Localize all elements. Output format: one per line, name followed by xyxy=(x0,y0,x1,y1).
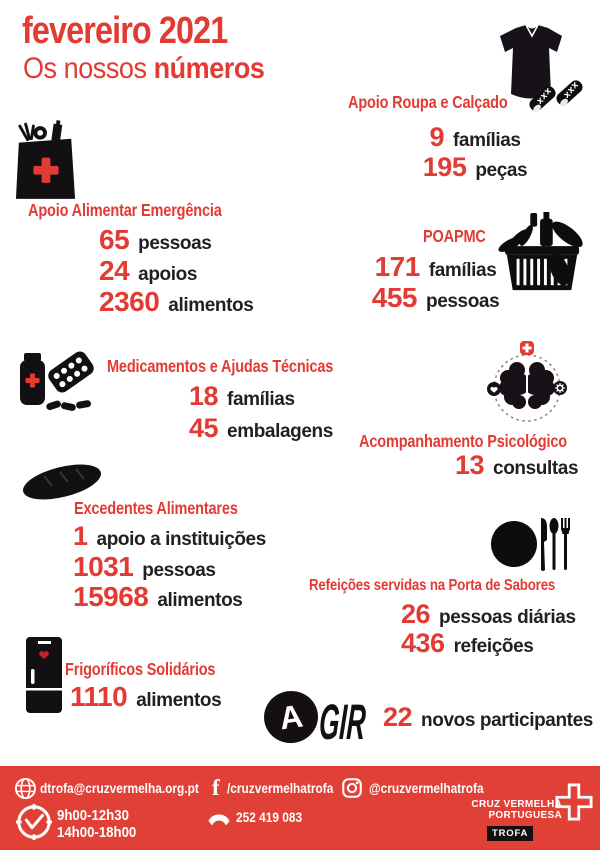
stat-value: 436 xyxy=(401,628,445,658)
org-line1: CRUZ VERMELHA xyxy=(471,799,562,810)
stat-unit: peças xyxy=(475,160,528,181)
section-label-refeicoes: Refeições servidas na Porta de Sabores xyxy=(309,577,556,594)
stat-row xyxy=(401,599,576,628)
stat-value: 1110 xyxy=(70,681,128,712)
org-local-badge xyxy=(487,823,533,841)
stat-unit: famílias xyxy=(227,389,295,410)
stats-frigorificos xyxy=(70,681,221,711)
stats-excedentes xyxy=(73,521,266,611)
stat-value: 22 xyxy=(383,702,413,732)
footer-hours xyxy=(57,807,136,841)
stat-row xyxy=(401,628,576,657)
stat-unit: pessoas diárias xyxy=(439,607,576,628)
stat-unit: refeições xyxy=(453,636,534,657)
stats-psicologico xyxy=(455,450,578,480)
footer-hours-line1: 9h00-12h30 xyxy=(57,807,129,824)
stat-unit: consultas xyxy=(493,458,579,479)
stats-roupa xyxy=(370,122,580,182)
subtitle-bold: números xyxy=(153,52,265,85)
stat-unit: alimentos xyxy=(136,690,222,711)
globe-icon xyxy=(14,777,37,800)
stat-value: 45 xyxy=(189,413,219,443)
stat-unit: pessoas xyxy=(138,233,212,254)
section-label-roupa: Apoio Roupa e Calçado xyxy=(348,92,508,112)
grocery-bag-red-cross-icon xyxy=(14,119,78,203)
footer-instagram-handle: @cruzvermelhatrofa xyxy=(369,781,484,796)
stat-value: 455 xyxy=(371,282,417,313)
org-logo-text xyxy=(440,800,562,821)
section-label-excedentes: Excedentes Alimentares xyxy=(74,498,238,518)
org-local-label: TROFA xyxy=(487,826,533,841)
stat-unit: alimentos xyxy=(168,295,254,316)
section-label-psicologico: Acompanhamento Psicológico xyxy=(359,431,567,451)
stat-value: 18 xyxy=(189,381,219,411)
stats-refeicoes xyxy=(401,599,576,657)
facebook-icon: f xyxy=(212,775,220,800)
stat-row xyxy=(73,581,266,611)
stat-row xyxy=(70,681,221,711)
stat-value: 171 xyxy=(374,251,420,282)
stat-row xyxy=(370,122,580,152)
page-title: fevereiro 2021 xyxy=(22,10,228,52)
stat-value: 65 xyxy=(99,224,130,255)
phone-icon xyxy=(207,812,231,829)
stat-value: 1 xyxy=(73,521,88,551)
org-line2: PORTUGUESA xyxy=(488,809,562,821)
stat-value: 195 xyxy=(422,152,467,182)
agir-logo-a-icon xyxy=(261,687,322,746)
subtitle-regular: Os nossos xyxy=(23,52,147,85)
stat-value: 13 xyxy=(455,450,485,480)
stat-row xyxy=(370,152,580,182)
stat-unit: pessoas xyxy=(142,560,216,581)
footer-phone: 252 419 083 xyxy=(236,810,303,825)
page-subtitle xyxy=(23,52,264,86)
stat-row xyxy=(189,381,333,413)
footer-email: dtrofa@cruzvermelha.org.pt xyxy=(40,781,199,796)
stat-row xyxy=(99,224,253,255)
footer-bar xyxy=(0,766,600,850)
stat-value: 26 xyxy=(401,599,431,629)
section-label-alimentar: Apoio Alimentar Emergência xyxy=(28,200,222,220)
clock-icon xyxy=(15,803,53,841)
stat-row xyxy=(358,282,513,313)
stat-unit: alimentos xyxy=(157,590,243,611)
stats-medicamentos xyxy=(189,381,333,445)
stat-value: 24 xyxy=(99,255,130,286)
stat-row xyxy=(99,255,253,286)
stats-poapmc xyxy=(358,251,513,313)
stat-unit: apoios xyxy=(138,264,197,285)
stat-unit: famílias xyxy=(452,130,521,151)
stat-value: 15968 xyxy=(73,581,149,612)
footer-hours-line2: 14h00-18h00 xyxy=(57,824,137,841)
stat-row xyxy=(455,450,578,480)
stats-agir xyxy=(383,702,593,732)
stat-value: 1031 xyxy=(73,551,134,582)
stat-unit: embalagens xyxy=(227,421,333,442)
stat-row xyxy=(358,251,513,282)
fridge-icon xyxy=(24,636,64,714)
stat-unit: famílias xyxy=(428,260,497,281)
instagram-icon xyxy=(341,777,363,799)
brain-icon xyxy=(477,340,577,430)
stat-row xyxy=(189,413,333,445)
stat-row xyxy=(99,286,253,317)
stat-row xyxy=(73,551,266,581)
footer-facebook-handle: /cruzvermelhatrofa xyxy=(227,781,334,796)
section-label-frigorificos: Frigoríficos Solidários xyxy=(65,659,216,679)
stat-value: 9 xyxy=(429,122,444,152)
stat-row xyxy=(73,521,266,551)
red-cross-outline-icon xyxy=(555,782,593,822)
clothing-shoes-icon xyxy=(494,24,594,119)
section-label-poapmc: POAPMC xyxy=(423,226,486,246)
plate-cutlery-icon xyxy=(490,514,570,574)
medicine-pills-icon xyxy=(16,346,100,416)
agir-logo-a-letter: A xyxy=(276,697,305,736)
stat-value: 2360 xyxy=(99,286,160,317)
stat-unit: novos participantes xyxy=(421,710,593,731)
stat-unit: apoio a instituições xyxy=(96,529,266,550)
section-label-medicamentos: Medicamentos e Ajudas Técnicas xyxy=(107,356,334,376)
stats-alimentar xyxy=(99,224,253,317)
agir-logo-text: GIR xyxy=(317,694,368,750)
stat-row xyxy=(383,702,593,732)
stat-unit: pessoas xyxy=(425,291,500,312)
